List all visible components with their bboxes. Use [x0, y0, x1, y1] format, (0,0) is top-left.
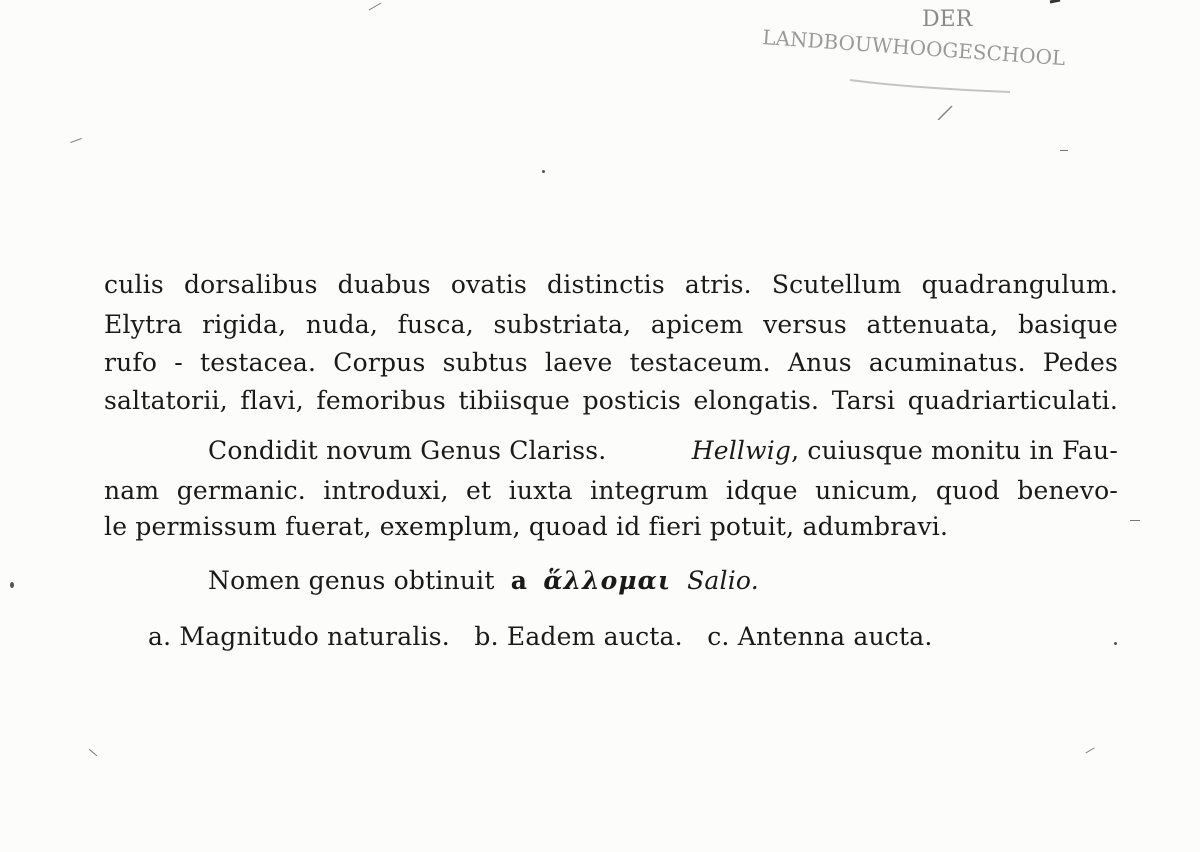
stamp-line-2: LANDBOUWHOOGESCHOOL — [761, 25, 1067, 71]
paragraph-1-line-3: rufo - testacea. Corpus subtus laeve testaceum. Anus acuminatus. Pedes — [104, 348, 1118, 377]
author-name: Hellwig — [691, 436, 792, 465]
scan-mark — [89, 749, 97, 756]
greek-word: ἅλλομαι — [543, 566, 671, 595]
stamp-graphic — [760, 0, 1140, 120]
paragraph-2-line-1-start: Condidit novum Genus Clariss. — [208, 436, 607, 465]
paragraph-2-line-2: nam germanic. introduxi, et iuxta integrum idque unicum, quod benevo- — [104, 476, 1118, 505]
stamp-faded-arc — [850, 80, 1010, 92]
paragraph-3-line — [208, 566, 759, 596]
scan-mark — [1085, 748, 1094, 754]
stamp-tick — [938, 106, 952, 120]
figure-caption: a. Magnitudo naturalis. b. Eadem aucta. c. Antenna aucta. — [148, 622, 933, 651]
paragraph-2-line-1 — [208, 436, 1118, 466]
paragraph-1-line-2: Elytra rigida, nuda, fusca, substriata, apicem versus attenuata, basique — [104, 310, 1118, 339]
scan-speck — [1114, 642, 1117, 645]
scan-mark — [369, 3, 382, 11]
scan-mark — [1130, 520, 1140, 521]
paragraph-1-line-4: saltatorii, flavi, femoribus tibiisque posticis elongatis. Tarsi quadriarticulati. — [104, 386, 1118, 415]
scan-speck — [10, 582, 14, 588]
paragraph-2-line-1-end: , cuiusque monitu in Fau- — [791, 436, 1118, 465]
latin-translation: Salio. — [687, 566, 759, 595]
etymology-intro: Nomen genus obtinuit — [208, 566, 495, 595]
scan-speck — [542, 170, 545, 173]
etymology-preposition: a — [510, 566, 528, 595]
paragraph-1-line-1: culis dorsalibus duabus ovatis distinctis atris. Scutellum quadrangulum. — [104, 270, 1118, 299]
stamp-edge-mark — [1050, 0, 1060, 2]
library-stamp — [760, 0, 1140, 120]
scan-mark — [1060, 150, 1068, 151]
paragraph-2-line-3: le permissum fuerat, exemplum, quoad id fieri potuit, adumbravi. — [104, 512, 949, 541]
paragraph-2-line-1-rest — [692, 436, 1118, 466]
scan-mark — [70, 138, 82, 143]
stamp-line-1: DER — [922, 7, 973, 32]
